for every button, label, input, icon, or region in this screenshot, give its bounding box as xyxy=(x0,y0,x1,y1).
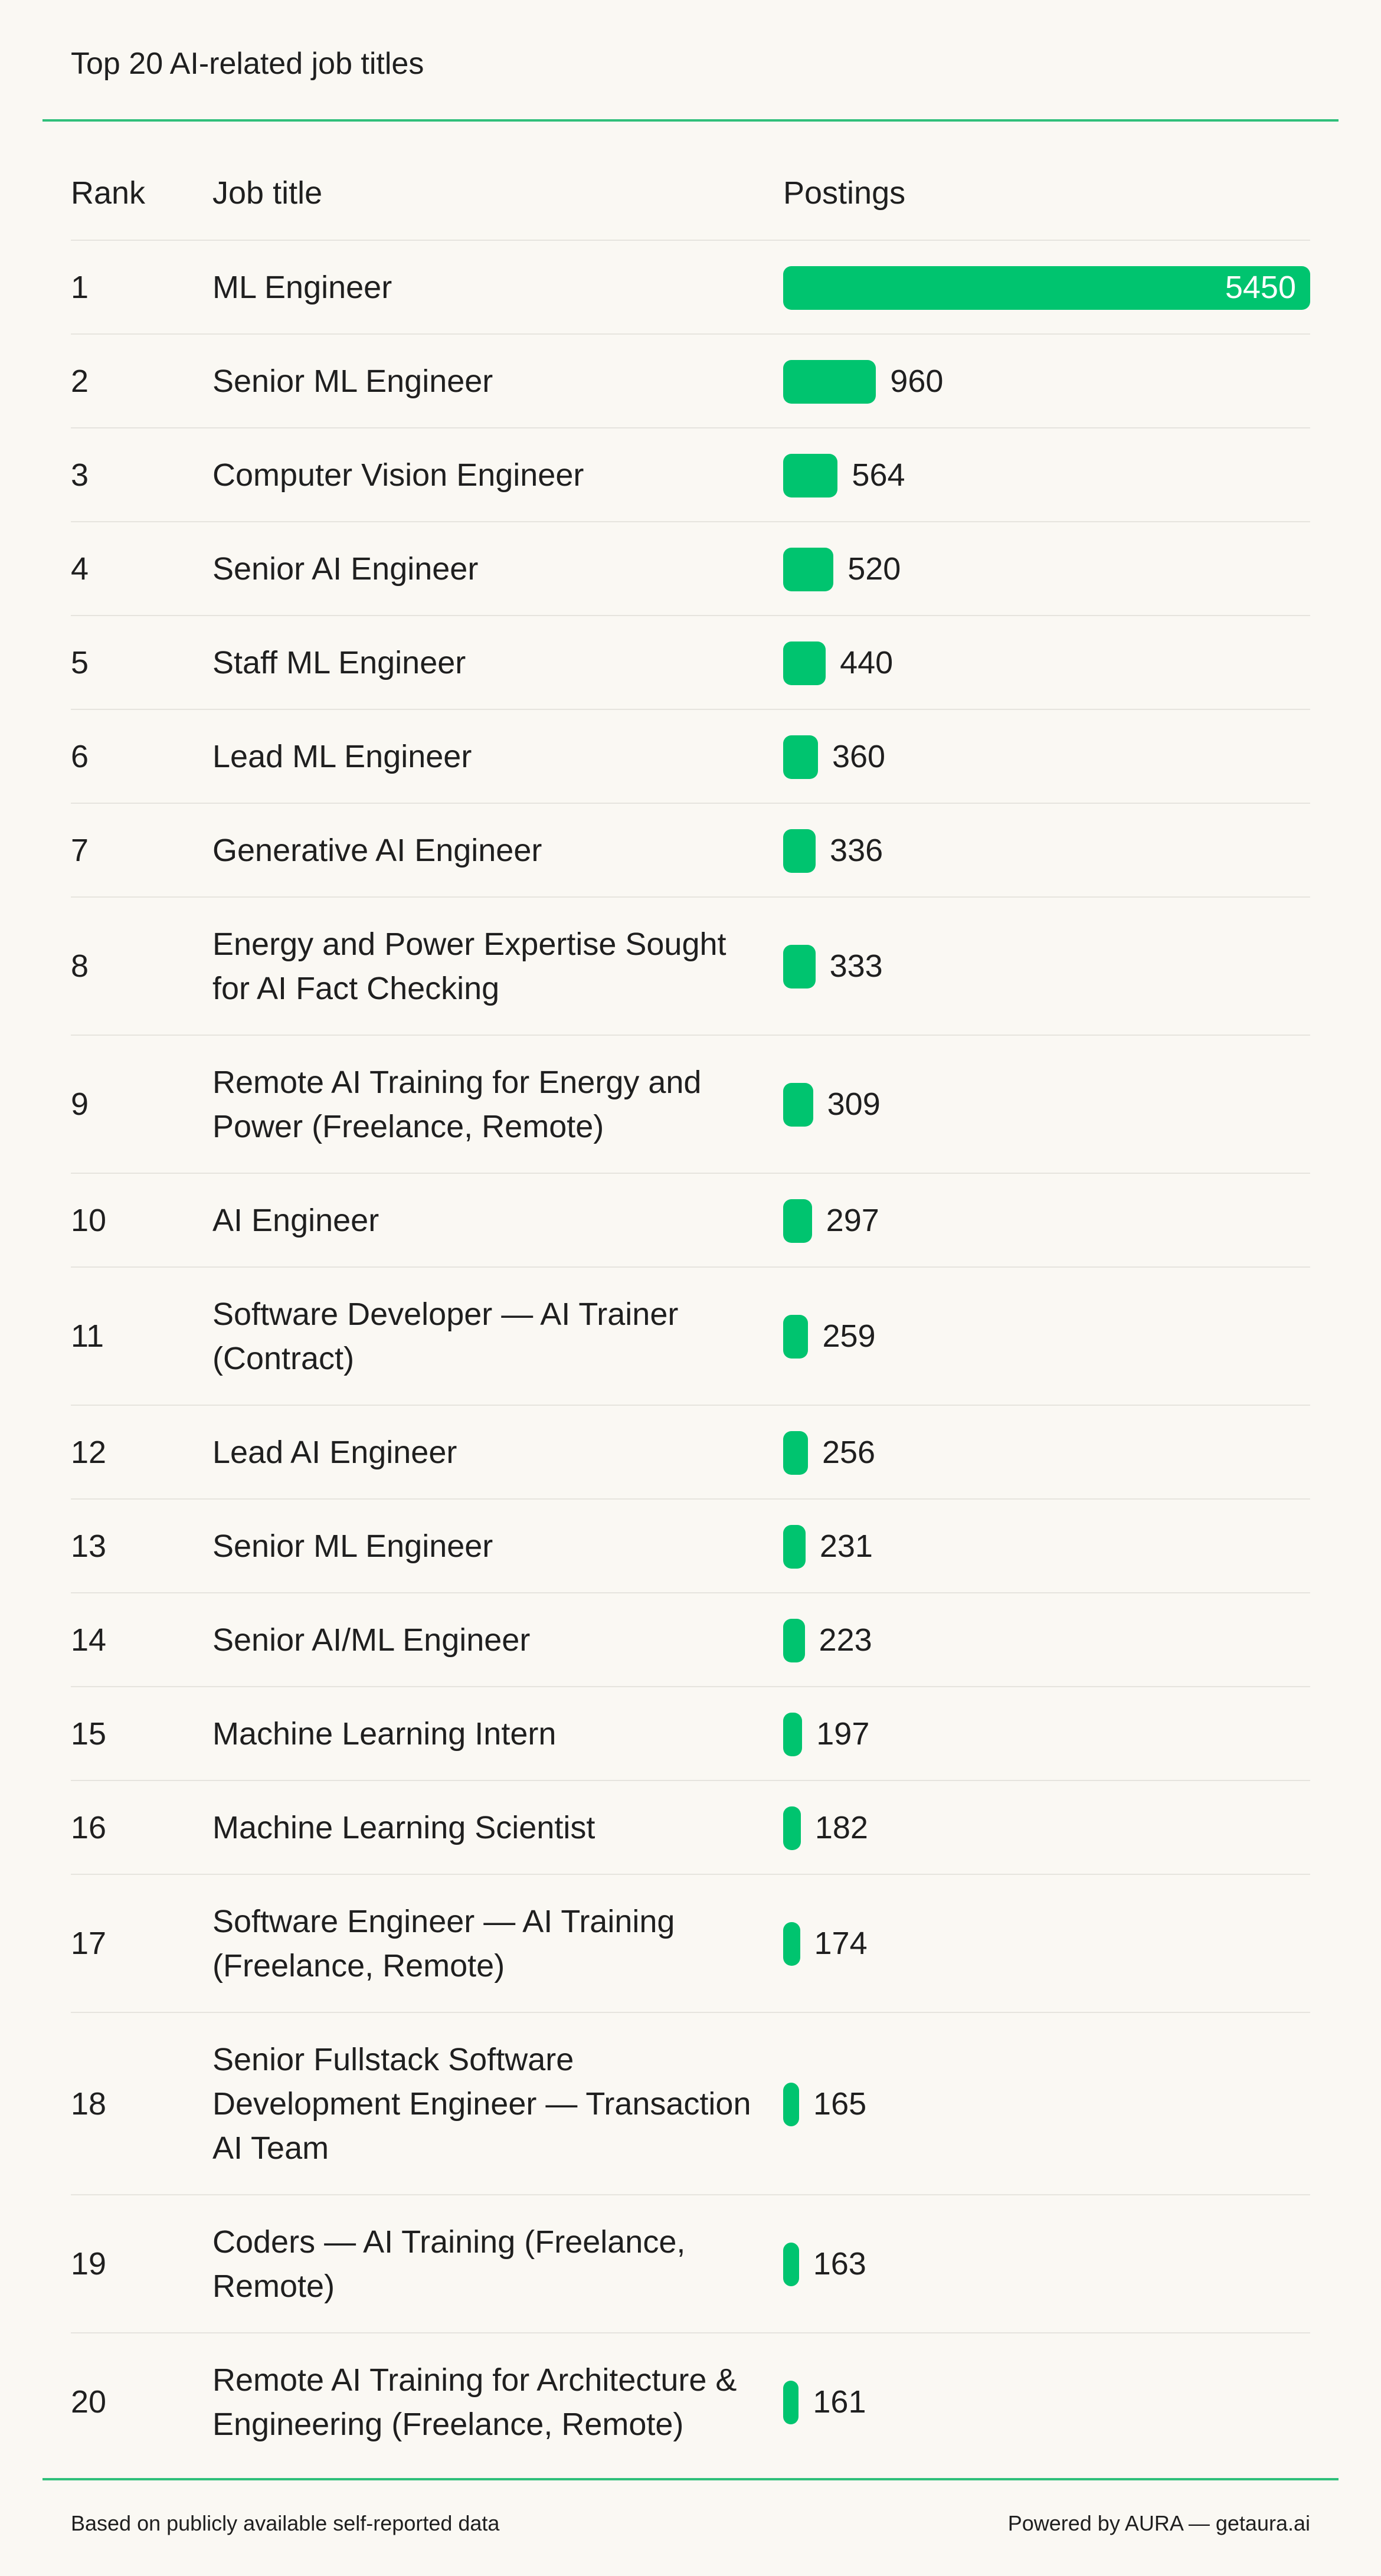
postings-cell xyxy=(783,2013,1310,2195)
rank-cell: 20 xyxy=(71,2384,107,2420)
rank-cell: 17 xyxy=(71,1926,107,1961)
footer-source: Based on publicly available self-reported data xyxy=(71,2511,500,2535)
header-postings: Postings xyxy=(783,175,906,211)
postings-cell xyxy=(783,1174,1310,1268)
rank-cell: 4 xyxy=(71,551,89,587)
postings-bar xyxy=(783,454,837,497)
postings-cell xyxy=(783,616,1310,710)
top-divider xyxy=(42,119,1339,122)
postings-bar xyxy=(783,1315,808,1359)
rank-cell: 1 xyxy=(71,269,89,305)
postings-cell xyxy=(783,710,1310,804)
table-row xyxy=(71,803,1310,898)
rank-cell: 15 xyxy=(71,1716,107,1752)
postings-value: 297 xyxy=(826,1202,879,1238)
postings-bar xyxy=(783,1713,802,1756)
postings-value: 960 xyxy=(890,363,944,399)
rank-cell: 13 xyxy=(71,1528,107,1564)
postings-value: 223 xyxy=(819,1622,872,1658)
rank-cell: 12 xyxy=(71,1434,107,1470)
table-row xyxy=(71,2012,1310,2195)
postings-value: 336 xyxy=(830,832,883,868)
job-title-cell: Lead AI Engineer xyxy=(212,1435,457,1470)
job-title-cell: Senior AI/ML Engineer xyxy=(212,1622,531,1658)
postings-value: 165 xyxy=(813,2086,867,2122)
job-title-cell: Lead ML Engineer xyxy=(212,739,472,774)
job-title-cell: Software Developer — AI Trainer (Contract) xyxy=(212,1297,679,1376)
postings-cell xyxy=(783,335,1310,428)
postings-value: 360 xyxy=(832,738,886,774)
postings-cell xyxy=(783,804,1310,898)
postings-value: 231 xyxy=(819,1528,873,1564)
rank-cell: 5 xyxy=(71,644,89,680)
table-row xyxy=(71,709,1310,804)
rank-cell: 2 xyxy=(71,363,89,399)
table-row xyxy=(71,1173,1310,1268)
bottom-divider xyxy=(42,2478,1339,2480)
table-row xyxy=(71,1266,1310,1406)
postings-cell xyxy=(783,1268,1310,1406)
table-row xyxy=(71,615,1310,710)
postings-bar xyxy=(783,945,816,988)
postings-bar xyxy=(783,2083,799,2126)
table-row xyxy=(71,2332,1310,2472)
postings-value: 309 xyxy=(827,1086,881,1122)
table-row xyxy=(71,1405,1310,1500)
job-title-cell: Computer Vision Engineer xyxy=(212,457,584,493)
rank-cell: 19 xyxy=(71,2246,107,2282)
postings-cell xyxy=(783,1036,1310,1174)
rank-cell: 10 xyxy=(71,1202,107,1238)
postings-cell xyxy=(783,1406,1310,1500)
postings-value: 5450 xyxy=(1225,269,1296,305)
postings-bar xyxy=(783,1083,813,1127)
rank-cell: 8 xyxy=(71,948,89,984)
job-title-cell: Senior Fullstack Software Development Engineer — Transaction AI Team xyxy=(212,2042,751,2166)
table-row xyxy=(71,1686,1310,1781)
job-title-cell: Remote AI Training for Architecture & Engineering (Freelance, Remote) xyxy=(212,2362,737,2442)
postings-value: 161 xyxy=(813,2384,866,2420)
job-title-cell: Software Engineer — AI Training (Freelance, Remote) xyxy=(212,1904,675,1983)
job-title-cell: Coders — AI Training (Freelance, Remote) xyxy=(212,2224,686,2304)
footer-powered-by: Powered by AURA — getaura.ai xyxy=(1007,2511,1310,2535)
postings-value: 256 xyxy=(822,1434,876,1470)
postings-bar xyxy=(783,1199,812,1243)
postings-cell xyxy=(783,428,1310,522)
job-title-cell: Senior AI Engineer xyxy=(212,551,479,587)
table-row xyxy=(71,521,1310,616)
table-row xyxy=(71,1592,1310,1687)
postings-value: 182 xyxy=(814,1809,868,1845)
job-title-cell: Remote AI Training for Energy and Power (Freelance, Remote) xyxy=(212,1065,702,1144)
table-header xyxy=(71,148,1310,240)
postings-cell xyxy=(783,1687,1310,1781)
table-row xyxy=(71,333,1310,428)
table-row xyxy=(71,1498,1310,1593)
postings-bar xyxy=(783,735,818,779)
job-title-cell: Machine Learning Scientist xyxy=(212,1810,595,1845)
postings-value: 333 xyxy=(829,948,883,984)
rank-cell: 14 xyxy=(71,1622,107,1658)
postings-cell xyxy=(783,522,1310,616)
rank-cell: 3 xyxy=(71,457,89,493)
postings-bar xyxy=(783,2381,799,2424)
job-title-cell: Energy and Power Expertise Sought for AI Fact Checking xyxy=(212,927,727,1006)
table-row xyxy=(71,1780,1310,1875)
postings-cell xyxy=(783,1781,1310,1875)
rank-cell: 6 xyxy=(71,738,89,774)
postings-bar xyxy=(783,1431,808,1475)
table-row xyxy=(71,1874,1310,2013)
postings-value: 259 xyxy=(822,1318,876,1354)
job-title-cell: Senior ML Engineer xyxy=(212,364,493,399)
job-title-cell: Senior ML Engineer xyxy=(212,1528,493,1564)
postings-bar xyxy=(783,548,833,591)
rank-cell: 9 xyxy=(71,1086,89,1122)
header-job-title: Job title xyxy=(212,175,323,211)
rank-cell: 11 xyxy=(71,1318,104,1354)
header-rank: Rank xyxy=(71,175,146,211)
postings-cell xyxy=(783,1593,1310,1687)
postings-bar xyxy=(783,1806,801,1850)
postings-cell xyxy=(783,2333,1310,2472)
postings-value: 520 xyxy=(847,551,901,587)
postings-value: 163 xyxy=(813,2246,866,2282)
job-title-cell: Generative AI Engineer xyxy=(212,833,542,868)
postings-value: 174 xyxy=(814,1926,868,1961)
postings-bar xyxy=(783,360,876,404)
postings-cell xyxy=(783,2195,1310,2333)
rank-cell: 18 xyxy=(71,2086,107,2122)
postings-bar xyxy=(783,641,826,685)
postings-cell xyxy=(783,1500,1310,1593)
table-row xyxy=(71,1035,1310,1174)
postings-value: 197 xyxy=(816,1716,870,1752)
rank-cell: 16 xyxy=(71,1809,107,1845)
job-title-cell: ML Engineer xyxy=(212,270,392,305)
table-row xyxy=(71,2194,1310,2333)
table-row xyxy=(71,427,1310,522)
postings-bar xyxy=(783,829,816,873)
postings-bar xyxy=(783,1922,800,1966)
postings-value: 440 xyxy=(840,644,894,680)
postings-value: 564 xyxy=(852,457,905,493)
postings-bar xyxy=(783,1525,806,1569)
job-title-cell: Machine Learning Intern xyxy=(212,1716,557,1752)
chart-title: Top 20 AI-related job titles xyxy=(71,47,424,81)
job-title-cell: Staff ML Engineer xyxy=(212,645,466,680)
rank-cell: 7 xyxy=(71,832,89,868)
table-row xyxy=(71,240,1310,335)
postings-cell xyxy=(783,898,1310,1036)
postings-bar xyxy=(783,2243,799,2286)
postings-cell xyxy=(783,241,1310,335)
job-title-cell: AI Engineer xyxy=(212,1203,379,1238)
table-row xyxy=(71,896,1310,1036)
postings-cell xyxy=(783,1875,1310,2013)
postings-bar xyxy=(783,1619,805,1662)
